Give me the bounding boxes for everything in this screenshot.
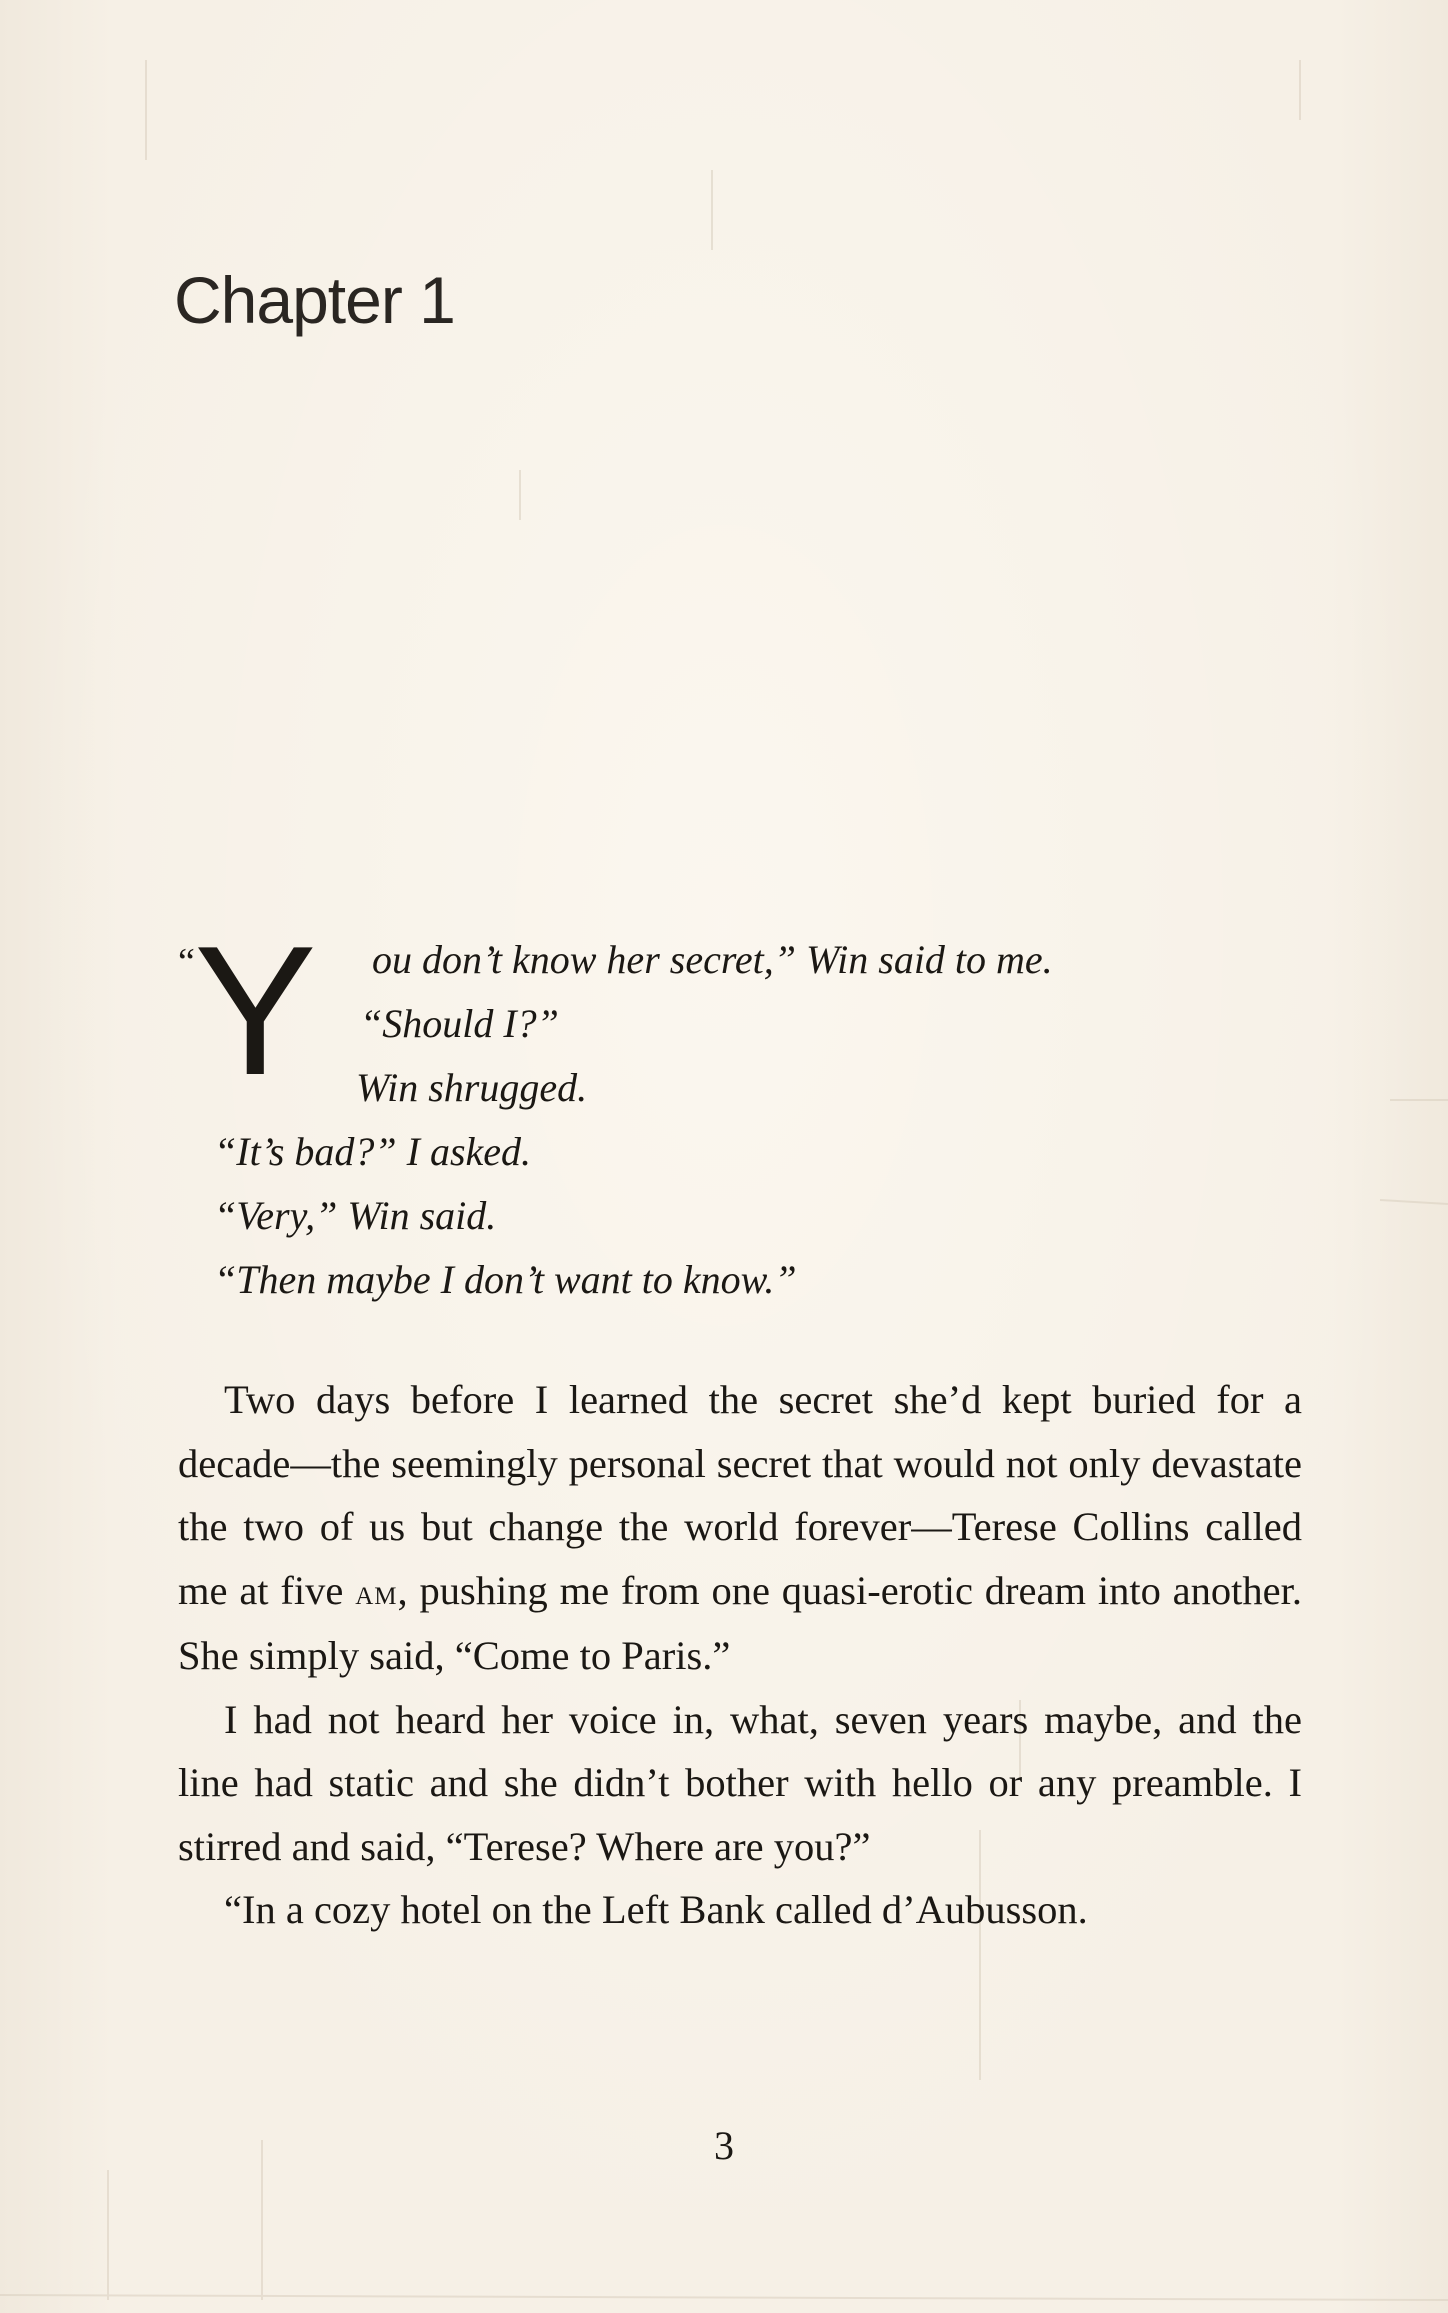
epigraph-line-4: “It’s bad?” I asked. (214, 1129, 532, 1174)
epigraph-line-3: Win shrugged. (356, 1065, 588, 1110)
paragraph-2: I had not heard her voice in, what, seven years maybe, and the line had static and she didn’t bother with hello or any preamble. I stirred and said, “Terese? Where are you?” (178, 1696, 1302, 1869)
drop-cap-lines (356, 928, 1053, 1120)
open-quote: “ (178, 941, 195, 983)
paragraph-1-after: , pushing me from one quasi-erotic dream into another. She simply said, “Come to Paris.” (178, 1567, 1303, 1678)
chapter-title: Chapter 1 (174, 263, 455, 337)
epigraph-line-6: “Then maybe I don’t want to know.” (214, 1257, 797, 1302)
epigraph-line-2: “Should I?” (360, 1001, 559, 1046)
am-small-caps: am (355, 1571, 398, 1612)
body-text (178, 1368, 1302, 1942)
paragraph-1 (178, 1368, 1302, 1688)
paragraph-3: “In a cozy hotel on the Left Bank called d’Aubusson. (224, 1887, 1088, 1932)
drop-cap-row (178, 907, 1308, 1120)
page-number: 3 (714, 2123, 734, 2168)
epigraph-line-5: “Very,” Win said. (214, 1193, 497, 1238)
drop-cap: Y (194, 907, 317, 1113)
epigraph-line-1: ou don’t know her secret,” Win said to me. (372, 937, 1053, 982)
epigraph (178, 907, 1308, 1312)
paragraph-1-before: Two days before I learned the secret she’d kept buried for a decade—the seemingly personal secret that would not only devastate the two of us but change the world forever—Terese Collins called me at five (178, 1377, 1302, 1613)
